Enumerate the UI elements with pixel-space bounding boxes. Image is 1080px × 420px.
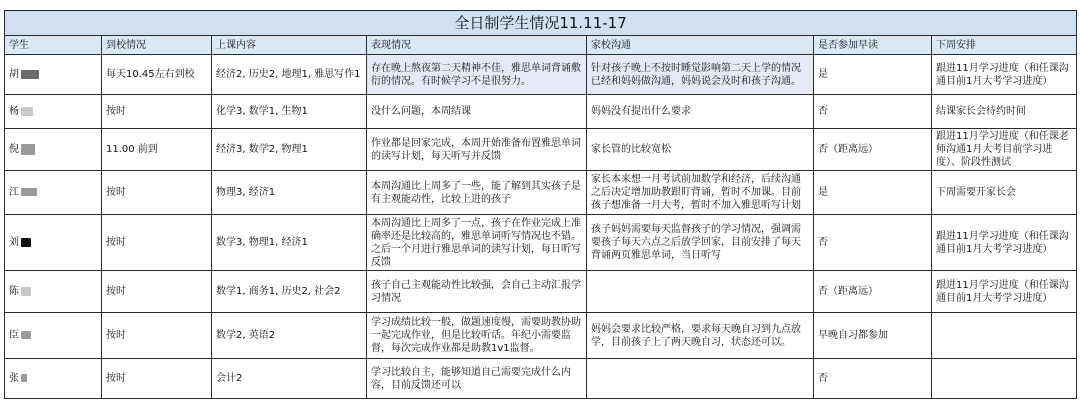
header-cell[interactable]: 家校沟通 bbox=[587, 36, 814, 55]
student-name: 杨 bbox=[9, 106, 19, 117]
table-row bbox=[5, 55, 1077, 95]
redaction-mask bbox=[21, 70, 39, 79]
student-name: 陈 bbox=[9, 286, 19, 297]
table-row bbox=[5, 95, 1077, 129]
student-name: 倪 bbox=[9, 144, 19, 155]
arrival-cell[interactable]: 11.00 前到 bbox=[102, 129, 212, 171]
table-row bbox=[5, 359, 1077, 399]
student-name-cell[interactable] bbox=[5, 129, 102, 171]
header-cell[interactable]: 是否参加早读 bbox=[814, 36, 932, 55]
performance-cell[interactable]: 学习比较自主，能够知道自己需要完成什么内容，目前反馈还可以 bbox=[367, 359, 587, 399]
student-name-cell[interactable] bbox=[5, 313, 102, 359]
performance-cell[interactable]: 孩子自己主观能动性比较强，会自己主动汇报学习情况 bbox=[367, 271, 587, 313]
morning-reading-cell[interactable]: 否（距离远） bbox=[814, 129, 932, 171]
arrival-cell[interactable]: 按时 bbox=[102, 359, 212, 399]
courses-cell[interactable]: 会计2 bbox=[212, 359, 367, 399]
next-week-cell[interactable]: 跟进11月学习进度（和任课沟通目前1月大考学习进度） bbox=[932, 271, 1077, 313]
student-name-cell[interactable] bbox=[5, 271, 102, 313]
student-name-cell[interactable] bbox=[5, 359, 102, 399]
courses-cell[interactable]: 数学2, 英语2 bbox=[212, 313, 367, 359]
header-cell[interactable]: 学生 bbox=[5, 36, 102, 55]
courses-cell[interactable]: 化学3, 数学1, 生物1 bbox=[212, 95, 367, 129]
next-week-cell[interactable]: 跟进11月学习进度（和任课沟通目前1月大考学习进度） bbox=[932, 55, 1077, 95]
header-cell[interactable]: 下周安排 bbox=[932, 36, 1077, 55]
header-cell[interactable]: 表现情况 bbox=[367, 36, 587, 55]
student-name-cell[interactable] bbox=[5, 171, 102, 215]
communication-cell[interactable] bbox=[587, 359, 814, 399]
performance-cell[interactable]: 学习成绩比较一般，做题速度慢，需要助教协助一起完成作业，但是比较听话。年纪小需要监督，每次完成作业都是助教1v1监督。 bbox=[367, 313, 587, 359]
morning-reading-cell[interactable]: 否 bbox=[814, 95, 932, 129]
morning-reading-cell[interactable]: 是 bbox=[814, 55, 932, 95]
header-cell[interactable]: 上课内容 bbox=[212, 36, 367, 55]
courses-cell[interactable]: 经济3, 数学2, 物理1 bbox=[212, 129, 367, 171]
student-name: 张 bbox=[9, 373, 19, 384]
communication-cell[interactable]: 孩子妈妈需要每天监督孩子的学习情况，强调需要孩子每天六点之后放学回家，目前安排了每天背诵两页雅思单词，当日听写 bbox=[587, 215, 814, 271]
arrival-cell[interactable]: 按时 bbox=[102, 271, 212, 313]
student-name: 刘 bbox=[9, 237, 19, 248]
morning-reading-cell[interactable]: 否 bbox=[814, 215, 932, 271]
student-name-cell[interactable] bbox=[5, 55, 102, 95]
arrival-cell[interactable]: 按时 bbox=[102, 215, 212, 271]
performance-cell[interactable]: 没什么问题，本周结课 bbox=[367, 95, 587, 129]
communication-cell[interactable]: 针对孩子晚上不按时睡觉影响第二天上学的情况已经和妈妈做沟通，妈妈说会及时和孩子沟通。 bbox=[587, 55, 814, 95]
redaction-mask bbox=[21, 238, 31, 247]
performance-cell[interactable]: 本周沟通比上周多了一点，孩子在作业完成上准确率还是比较高的，雅思单词听写情况也不错。之后一个月进行雅思单词的读写计划，每日听写反馈 bbox=[367, 215, 587, 271]
header-row bbox=[5, 36, 1077, 55]
communication-cell[interactable]: 家长管的比较宽松 bbox=[587, 129, 814, 171]
performance-cell[interactable]: 本周沟通比上周多了一些，能了解到其实孩子是有主观能动性，比较上进的孩子 bbox=[367, 171, 587, 215]
performance-cell[interactable]: 存在晚上熬夜第二天精神不佳，雅思单词背诵敷衍的情况。有时候学习不是很努力。 bbox=[367, 55, 587, 95]
student-name: 臣 bbox=[9, 330, 19, 341]
redaction-mask bbox=[21, 287, 31, 296]
redaction-mask bbox=[21, 107, 33, 116]
table-row bbox=[5, 313, 1077, 359]
morning-reading-cell[interactable]: 是 bbox=[814, 171, 932, 215]
morning-reading-cell[interactable]: 早晚自习都参加 bbox=[814, 313, 932, 359]
table-row bbox=[5, 215, 1077, 271]
table-row bbox=[5, 171, 1077, 215]
communication-cell[interactable] bbox=[587, 271, 814, 313]
arrival-cell[interactable]: 按时 bbox=[102, 313, 212, 359]
next-week-cell[interactable]: 下周需要开家长会 bbox=[932, 171, 1077, 215]
table-row bbox=[5, 129, 1077, 171]
redaction-mask bbox=[21, 188, 37, 196]
redaction-mask bbox=[21, 144, 35, 155]
next-week-cell[interactable]: 跟进11月学习进度（和任课老师沟通1月大考目前学习进度）、阶段性测试 bbox=[932, 129, 1077, 171]
student-name: 胡 bbox=[9, 69, 19, 80]
morning-reading-cell[interactable]: 否（距离远） bbox=[814, 271, 932, 313]
arrival-cell[interactable]: 按时 bbox=[102, 171, 212, 215]
student-name-cell[interactable] bbox=[5, 95, 102, 129]
communication-cell[interactable]: 妈妈没有提出什么要求 bbox=[587, 95, 814, 129]
next-week-cell[interactable] bbox=[932, 359, 1077, 399]
morning-reading-cell[interactable]: 否 bbox=[814, 359, 932, 399]
next-week-cell[interactable]: 结课家长会待约时间 bbox=[932, 95, 1077, 129]
header-cell[interactable]: 到校情况 bbox=[102, 36, 212, 55]
communication-cell[interactable]: 家长本来想一月考试前加数学和经济，后续沟通之后决定增加助教跟盯背诵，暂时不加课。目前孩子想准备一月大考，暂时不加入雅思听写计划 bbox=[587, 171, 814, 215]
redaction-mask bbox=[21, 331, 31, 339]
courses-cell[interactable]: 物理3, 经济1 bbox=[212, 171, 367, 215]
communication-cell[interactable]: 妈妈会要求比较严格，要求每天晚自习到九点放学，目前孩子上了两天晚自习，状态还可以。 bbox=[587, 313, 814, 359]
arrival-cell[interactable]: 每天10.45左右到校 bbox=[102, 55, 212, 95]
courses-cell[interactable]: 数学1, 商务1, 历史2, 社会2 bbox=[212, 271, 367, 313]
arrival-cell[interactable]: 按时 bbox=[102, 95, 212, 129]
title-row bbox=[5, 11, 1077, 36]
next-week-cell[interactable]: 跟进11月学习进度（和任课沟通目前1月大考学习进度） bbox=[932, 215, 1077, 271]
courses-cell[interactable]: 经济2, 历史2, 地理1, 雅思写作1 bbox=[212, 55, 367, 95]
student-name-cell[interactable] bbox=[5, 215, 102, 271]
next-week-cell[interactable] bbox=[932, 313, 1077, 359]
redaction-mask bbox=[21, 374, 27, 382]
performance-cell[interactable]: 作业都是回家完成，本周开始准备布置雅思单词的读写计划，每天听写并反馈 bbox=[367, 129, 587, 171]
table-row bbox=[5, 271, 1077, 313]
courses-cell[interactable]: 数学3, 物理1, 经济1 bbox=[212, 215, 367, 271]
student-status-table bbox=[4, 10, 1077, 399]
spreadsheet-view bbox=[4, 10, 1076, 399]
sheet-title[interactable]: 全日制学生情况11.11-17 bbox=[5, 11, 1077, 36]
student-name: 江 bbox=[9, 187, 19, 198]
